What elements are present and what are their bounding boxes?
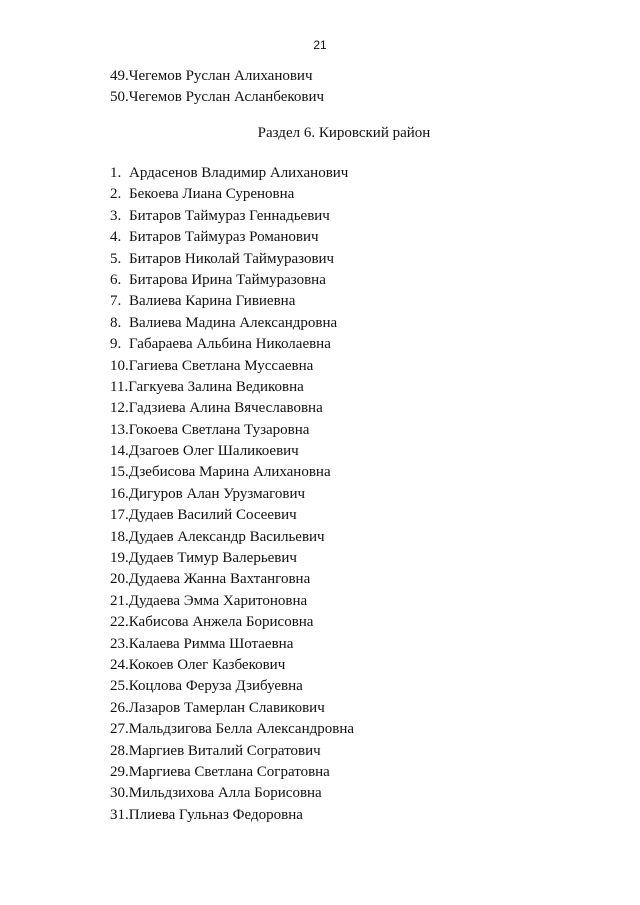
list-item — [110, 612, 354, 633]
item-number: 19. — [110, 550, 129, 567]
list-item — [110, 206, 354, 227]
item-name: Габараева Альбина Николаевна — [129, 336, 331, 353]
item-number: 30. — [110, 785, 129, 802]
list-item — [110, 87, 324, 108]
list-item — [110, 462, 354, 483]
page-number: 21 — [313, 38, 327, 52]
item-number: 28. — [110, 742, 129, 759]
list-item — [110, 527, 354, 548]
list-item — [110, 505, 354, 526]
item-name: Маргиева Светлана Согратовна — [128, 763, 330, 780]
item-name: Дудаева Эмма Харитоновна — [128, 592, 308, 609]
item-name: Битарова Ирина Таймуразовна — [129, 271, 326, 288]
item-number: 23. — [110, 635, 129, 652]
item-name: Гагкуева Залина Ведиковна — [128, 378, 304, 395]
item-number: 50. — [110, 89, 129, 106]
item-name: Кабисова Анжела Борисовна — [128, 614, 314, 631]
list-item — [110, 249, 354, 270]
list-item — [110, 377, 354, 398]
item-number: 27. — [110, 721, 129, 738]
list-item — [110, 805, 354, 826]
item-name: Дудаева Жанна Вахтанговна — [128, 571, 311, 588]
item-number: 12. — [110, 400, 129, 417]
list-item — [110, 334, 354, 355]
list-item — [110, 655, 354, 676]
item-name: Валиева Карина Гивиевна — [129, 293, 296, 310]
list-item — [110, 783, 354, 804]
item-name: Валиева Мадина Александровна — [129, 314, 338, 331]
item-number: 20. — [110, 571, 129, 588]
item-name: Гагиева Светлана Муссаевна — [128, 357, 314, 374]
item-name: Мильдзихова Алла Борисовна — [128, 785, 322, 802]
item-number: 9. — [110, 336, 122, 353]
item-number: 17. — [110, 507, 129, 524]
section-title: Раздел 6. Кировский район — [257, 125, 431, 141]
item-number: 7. — [110, 293, 122, 310]
item-name: Кокоев Олег Казбекович — [128, 656, 286, 673]
item-name: Маргиев Виталий Согратович — [128, 742, 321, 759]
section-list — [110, 163, 354, 826]
item-number: 24. — [110, 656, 129, 673]
list-item — [110, 569, 354, 590]
item-number: 21. — [110, 592, 129, 609]
list-item — [110, 66, 324, 87]
item-name: Дзебисова Марина Алихановна — [128, 464, 331, 481]
item-name: Битаров Николай Таймуразович — [129, 250, 335, 267]
previous-section-list — [110, 66, 324, 109]
item-number: 4. — [110, 229, 122, 246]
list-item — [110, 762, 354, 783]
item-name: Дзагоев Олег Шаликоевич — [128, 443, 299, 460]
item-name: Гадзиева Алина Вячеславовна — [128, 400, 323, 417]
list-item — [110, 484, 354, 505]
item-name: Битаров Таймураз Геннадьевич — [129, 207, 330, 224]
item-name: Дудаев Тимур Валерьевич — [128, 550, 297, 567]
list-item — [110, 163, 354, 184]
item-name: Чегемов Руслан Алиханович — [128, 68, 313, 84]
item-number: 8. — [110, 314, 122, 331]
item-number: 16. — [110, 485, 129, 502]
list-item — [110, 698, 354, 719]
list-item — [110, 548, 354, 569]
item-name: Ардасенов Владимир Алиханович — [129, 165, 349, 181]
item-name: Дудаев Александр Васильевич — [128, 528, 325, 545]
list-item — [110, 313, 354, 334]
item-name: Мальдзигова Белла Александровна — [128, 721, 355, 738]
list-item — [110, 591, 354, 612]
item-number: 49. — [110, 68, 129, 84]
item-number: 15. — [110, 464, 129, 481]
list-item — [110, 420, 354, 441]
item-number: 14. — [110, 443, 129, 460]
list-item — [110, 634, 354, 655]
list-item — [110, 184, 354, 205]
item-number: 1. — [110, 165, 122, 181]
list-item — [110, 441, 354, 462]
list-item — [110, 270, 354, 291]
item-name: Дигуров Алан Урузмагович — [128, 485, 306, 502]
list-item — [110, 398, 354, 419]
item-number: 18. — [110, 528, 129, 545]
list-item — [110, 356, 354, 377]
item-number: 10. — [110, 357, 129, 374]
item-number: 31. — [110, 806, 129, 823]
item-number: 6. — [110, 271, 122, 288]
item-name: Битаров Таймураз Романович — [129, 229, 319, 246]
item-name: Плиева Гульназ Федоровна — [128, 806, 303, 823]
item-number: 13. — [110, 421, 129, 438]
item-number: 5. — [110, 250, 122, 267]
list-item — [110, 741, 354, 762]
item-name: Коцлова Феруза Дзибуевна — [128, 678, 303, 695]
item-number: 25. — [110, 678, 129, 695]
list-item — [110, 291, 354, 312]
item-number: 22. — [110, 614, 129, 631]
item-number: 2. — [110, 186, 122, 203]
list-item — [110, 676, 354, 697]
item-number: 29. — [110, 763, 129, 780]
item-name: Калаева Римма Шотаевна — [128, 635, 294, 652]
item-number: 26. — [110, 699, 129, 716]
item-name: Дудаев Василий Сосеевич — [128, 507, 297, 524]
item-number: 3. — [110, 207, 122, 224]
item-name: Гокоева Светлана Тузаровна — [128, 421, 310, 438]
item-name: Чегемов Руслан Асланбекович — [128, 89, 325, 106]
item-name: Бекоева Лиана Суреновна — [129, 186, 295, 203]
list-item — [110, 227, 354, 248]
list-item — [110, 719, 354, 740]
item-number: 11. — [110, 378, 129, 395]
item-name: Лазаров Тамерлан Славикович — [128, 699, 325, 716]
